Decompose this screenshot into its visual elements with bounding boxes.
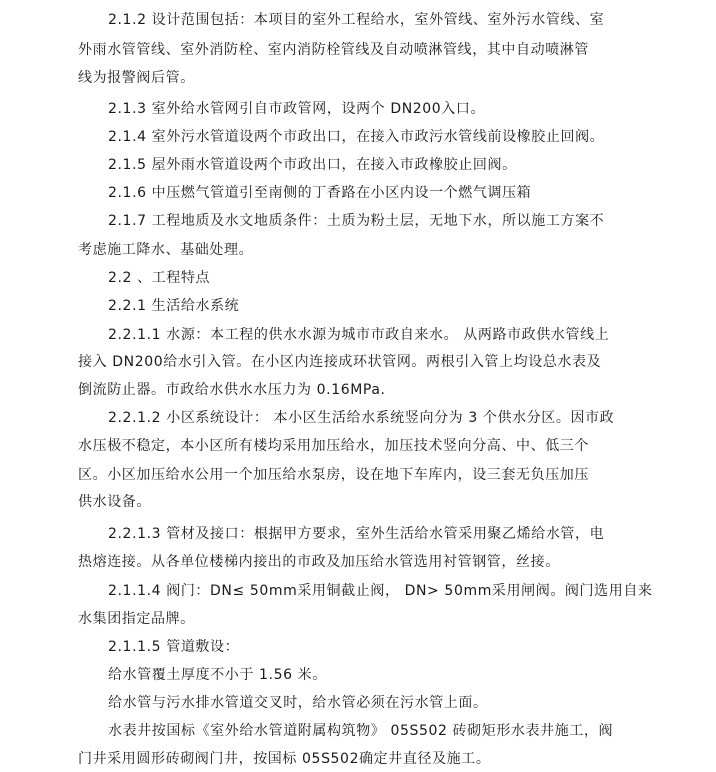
line-2-1-4: 2.1.4 室外污水管道设两个市政出口，在接入市政污水管线前设橡胶止回阀。 <box>108 129 605 145</box>
line-2-2-1-1: 2.2.1.1 水源：本工程的供水水源为城市市政自来水。 从两路市政供水管线上 <box>108 327 610 343</box>
line-2-2-1-2-cont1: 水压极不稳定，本小区所有楼均采用加压给水，加压技术竖向分高、中、低三个 <box>78 438 589 454</box>
line-2-1-1-5: 2.1.1.5 管道敷设： <box>108 639 240 655</box>
line-2-2-1-3-cont: 热熔连接。从各单位楼梯内接出的市政及加压给水管选用衬管钢管，丝接。 <box>78 554 560 570</box>
line-2-2-1-1-cont2: 倒流防止器。市政给水供水水压力为 0.16MPa. <box>78 382 386 398</box>
line-crossing: 给水管与污水排水管道交叉时，给水管必须在污水管上面。 <box>108 695 488 711</box>
line-meter-well-cont: 门井采用圆形砖砌阀门井，按国标 05S502确定井直径及施工。 <box>78 751 491 767</box>
line-2-2-1-1-cont1: 接入 DN200给水引入管。在小区内连接成环状管网。两根引入管上均设总水表及 <box>78 354 602 370</box>
line-2-2-1-2-cont3: 供水设备。 <box>78 494 151 510</box>
line-2-2-1-2: 2.2.1.2 小区系统设计： 本小区生活给水系统竖向分为 3 个供水分区。因市政 <box>108 410 615 426</box>
line-2-1-2-cont1: 外雨水管管线、室外消防栓、室内消防栓管线及自动喷淋管线，其中自动喷淋管 <box>78 42 589 58</box>
heading-2-2: 2.2 、工程特点 <box>108 270 211 286</box>
line-2-1-7-cont: 考虑施工降水、基础处理。 <box>78 242 254 258</box>
line-2-1-1-4-cont: 水集团指定品牌。 <box>78 611 195 627</box>
line-2-1-2-cont2: 线为报警阀后管。 <box>78 70 195 86</box>
line-2-2-1-3: 2.2.1.3 管材及接口：根据甲方要求，室外生活给水管采用聚乙烯给水管，电 <box>108 526 605 542</box>
line-2-1-3: 2.1.3 室外给水管网引自市政管网，设两个 DN200入口。 <box>108 101 486 117</box>
line-meter-well: 水表井按国标《室外给水管道附属构筑物》 05S502 砖砌矩形水表井施工，阀 <box>108 723 614 739</box>
line-2-1-2: 2.1.2 设计范围包括：本项目的室外工程给水，室外管线、室外污水管线、室 <box>108 12 605 28</box>
line-cover-depth: 给水管覆土厚度不小于 1.56 米。 <box>108 667 327 683</box>
line-2-1-7: 2.1.7 工程地质及水文地质条件：土质为粉土层，无地下水，所以施工方案不 <box>108 213 605 229</box>
line-2-1-6: 2.1.6 中压燃气管道引至南侧的丁香路在小区内设一个燃气调压箱 <box>108 185 532 201</box>
line-2-1-1-4: 2.1.1.4 阀门：DN≤ 50mm采用铜截止阀， DN> 50mm采用闸阀。阀门选用自来 <box>108 583 653 599</box>
heading-2-2-1: 2.2.1 生活给水系统 <box>108 298 240 314</box>
line-2-1-5: 2.1.5 屋外雨水管道设两个市政出口，在接入市政橡胶止回阀。 <box>108 157 517 173</box>
line-2-2-1-2-cont2: 区。小区加压给水公用一个加压给水泵房，设在地下车库内，设三套无负压加压 <box>78 467 589 483</box>
